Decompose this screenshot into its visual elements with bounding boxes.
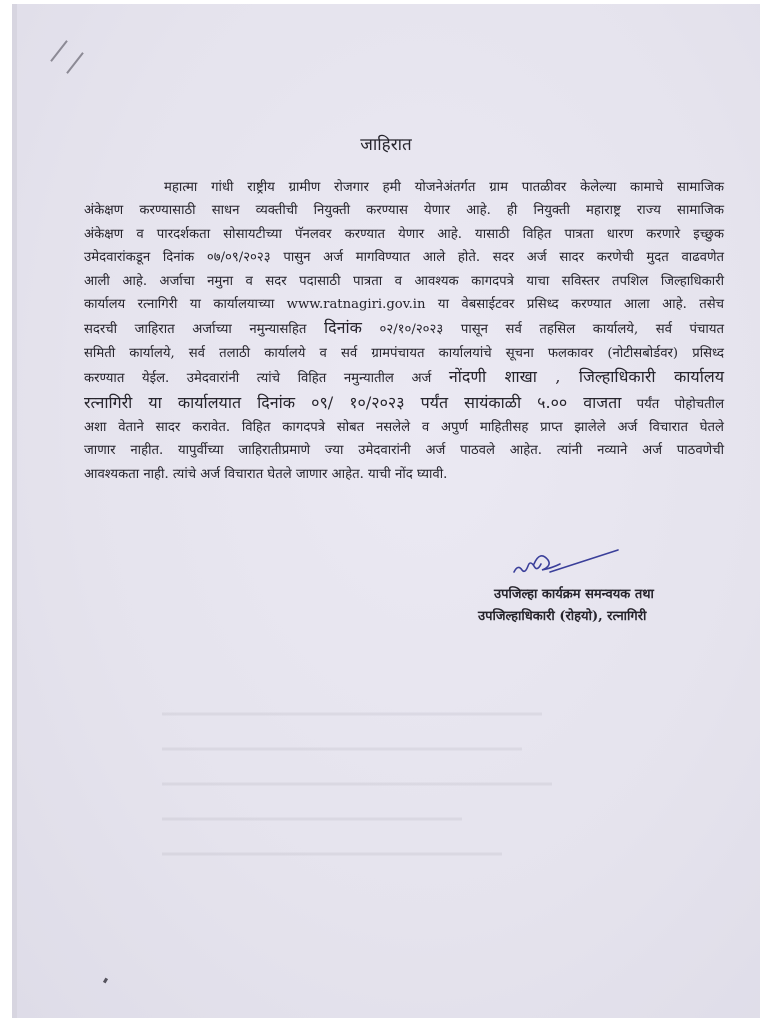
body-line: आवश्यकता नाही. त्यांचे अर्ज विचारात घेतले जाणार आहेत. याची नोंद घ्यावी. xyxy=(84,466,448,482)
body-line: उमेदवारांकडून दिनांक ०७/०९/२०२३ पासुन अर्ज मागविण्यात आले होते. सदर अर्ज सादर करणेची मुदत वाढवणेत xyxy=(84,250,724,266)
registration-branch: नोंदणी शाखा , जिल्हाधिकारी कार्यालय xyxy=(448,367,724,387)
body-line-mixed xyxy=(84,365,724,390)
body-line-mixed xyxy=(84,316,724,341)
ink-speck xyxy=(103,978,108,984)
date-label: दिनांक xyxy=(323,318,362,338)
document-title: जाहिरात xyxy=(360,135,412,155)
signatory-office: उपजिल्हाधिकारी (रोहयो), रत्नागिरी xyxy=(478,609,647,624)
page-edge xyxy=(12,4,17,1018)
signatory-block xyxy=(478,584,718,628)
signature-icon xyxy=(506,542,626,582)
body-line: अंकेक्षण करण्यासाठी साधन व्यक्तीची नियुक्ती करण्यास येणार आहे. ही नियुक्ती महाराष्ट्र राज्य सामाजिक xyxy=(84,203,724,219)
body-text-segment: करण्यात येईल. उमेदवारांनी त्यांचे विहित नमुन्यातील अर्ज xyxy=(84,371,432,387)
body-line: महात्मा गांधी राष्ट्रीय ग्रामीण रोजगार हमी योजनेअंतर्गत ग्राम पातळीवर केलेल्या कामाचे सामाजिक xyxy=(164,180,724,195)
scanned-page xyxy=(12,4,760,1018)
body-text-segment: सदरची जाहिरात अर्जाच्या नमुन्यासहित xyxy=(84,322,307,338)
pen-mark xyxy=(50,40,68,62)
deadline-text: रत्नागिरी या कार्यालयात दिनांक ०९/ १०/२०२३ पर्यंत सायंकाळी ५.०० वाजता xyxy=(84,392,622,412)
body-line: अंकेक्षण व पारदर्शकता सोसायटीच्या पॅनलवर करण्यात येणार आहे. यासाठी विहित पात्रता धारण करणारे इच्छुक xyxy=(84,226,724,242)
body-line: समिती कार्यालये, सर्व तलाठी कार्यालये व सर्व ग्रामपंचायत कार्यालयांचे सूचना फलकावर (नोटीसबोर्डवर) प्रसिध्द xyxy=(84,345,724,361)
body-line: अशा वेताने सादर करावेत. विहित कागदपत्रे सोबत नसलेले व अपुर्ण माहितीसह प्राप्त झालेले अर्ज विचारात घेतले xyxy=(84,420,724,436)
show-through-text xyxy=(162,704,562,884)
body-line: जाणार नाहीत. यापुर्वीच्या जाहिरातीप्रमाणे ज्या उमेदवारांनी अर्ज पाठवले आहेत. त्यांनी नव्याने अर्ज पाठवणेची xyxy=(84,443,724,459)
body-line: कार्यालय रत्नागिरी या कार्यालयाच्या www.ratnagiri.gov.in या वेबसाईटवर प्रसिध्द करण्यात आला आहे. तसेच xyxy=(84,297,724,313)
pen-mark xyxy=(66,52,84,74)
body-line: आली आहे. अर्जाचा नमुना व सदर पदासाठी पात्रता व आवश्यक कागदपत्रे याचा सविस्तर तपशिल जिल्हाधिकारी xyxy=(84,273,724,289)
body-text-segment: पर्यंत पोहोचतील xyxy=(636,396,725,412)
body-line-mixed xyxy=(84,391,724,416)
body-text-segment: ०२/१०/२०२३ पासून सर्व तहसिल कार्यालये, सर्व पंचायत xyxy=(379,322,724,338)
document-body xyxy=(84,176,724,486)
signatory-designation: उपजिल्हा कार्यक्रम समन्वयक तथा xyxy=(494,587,654,602)
